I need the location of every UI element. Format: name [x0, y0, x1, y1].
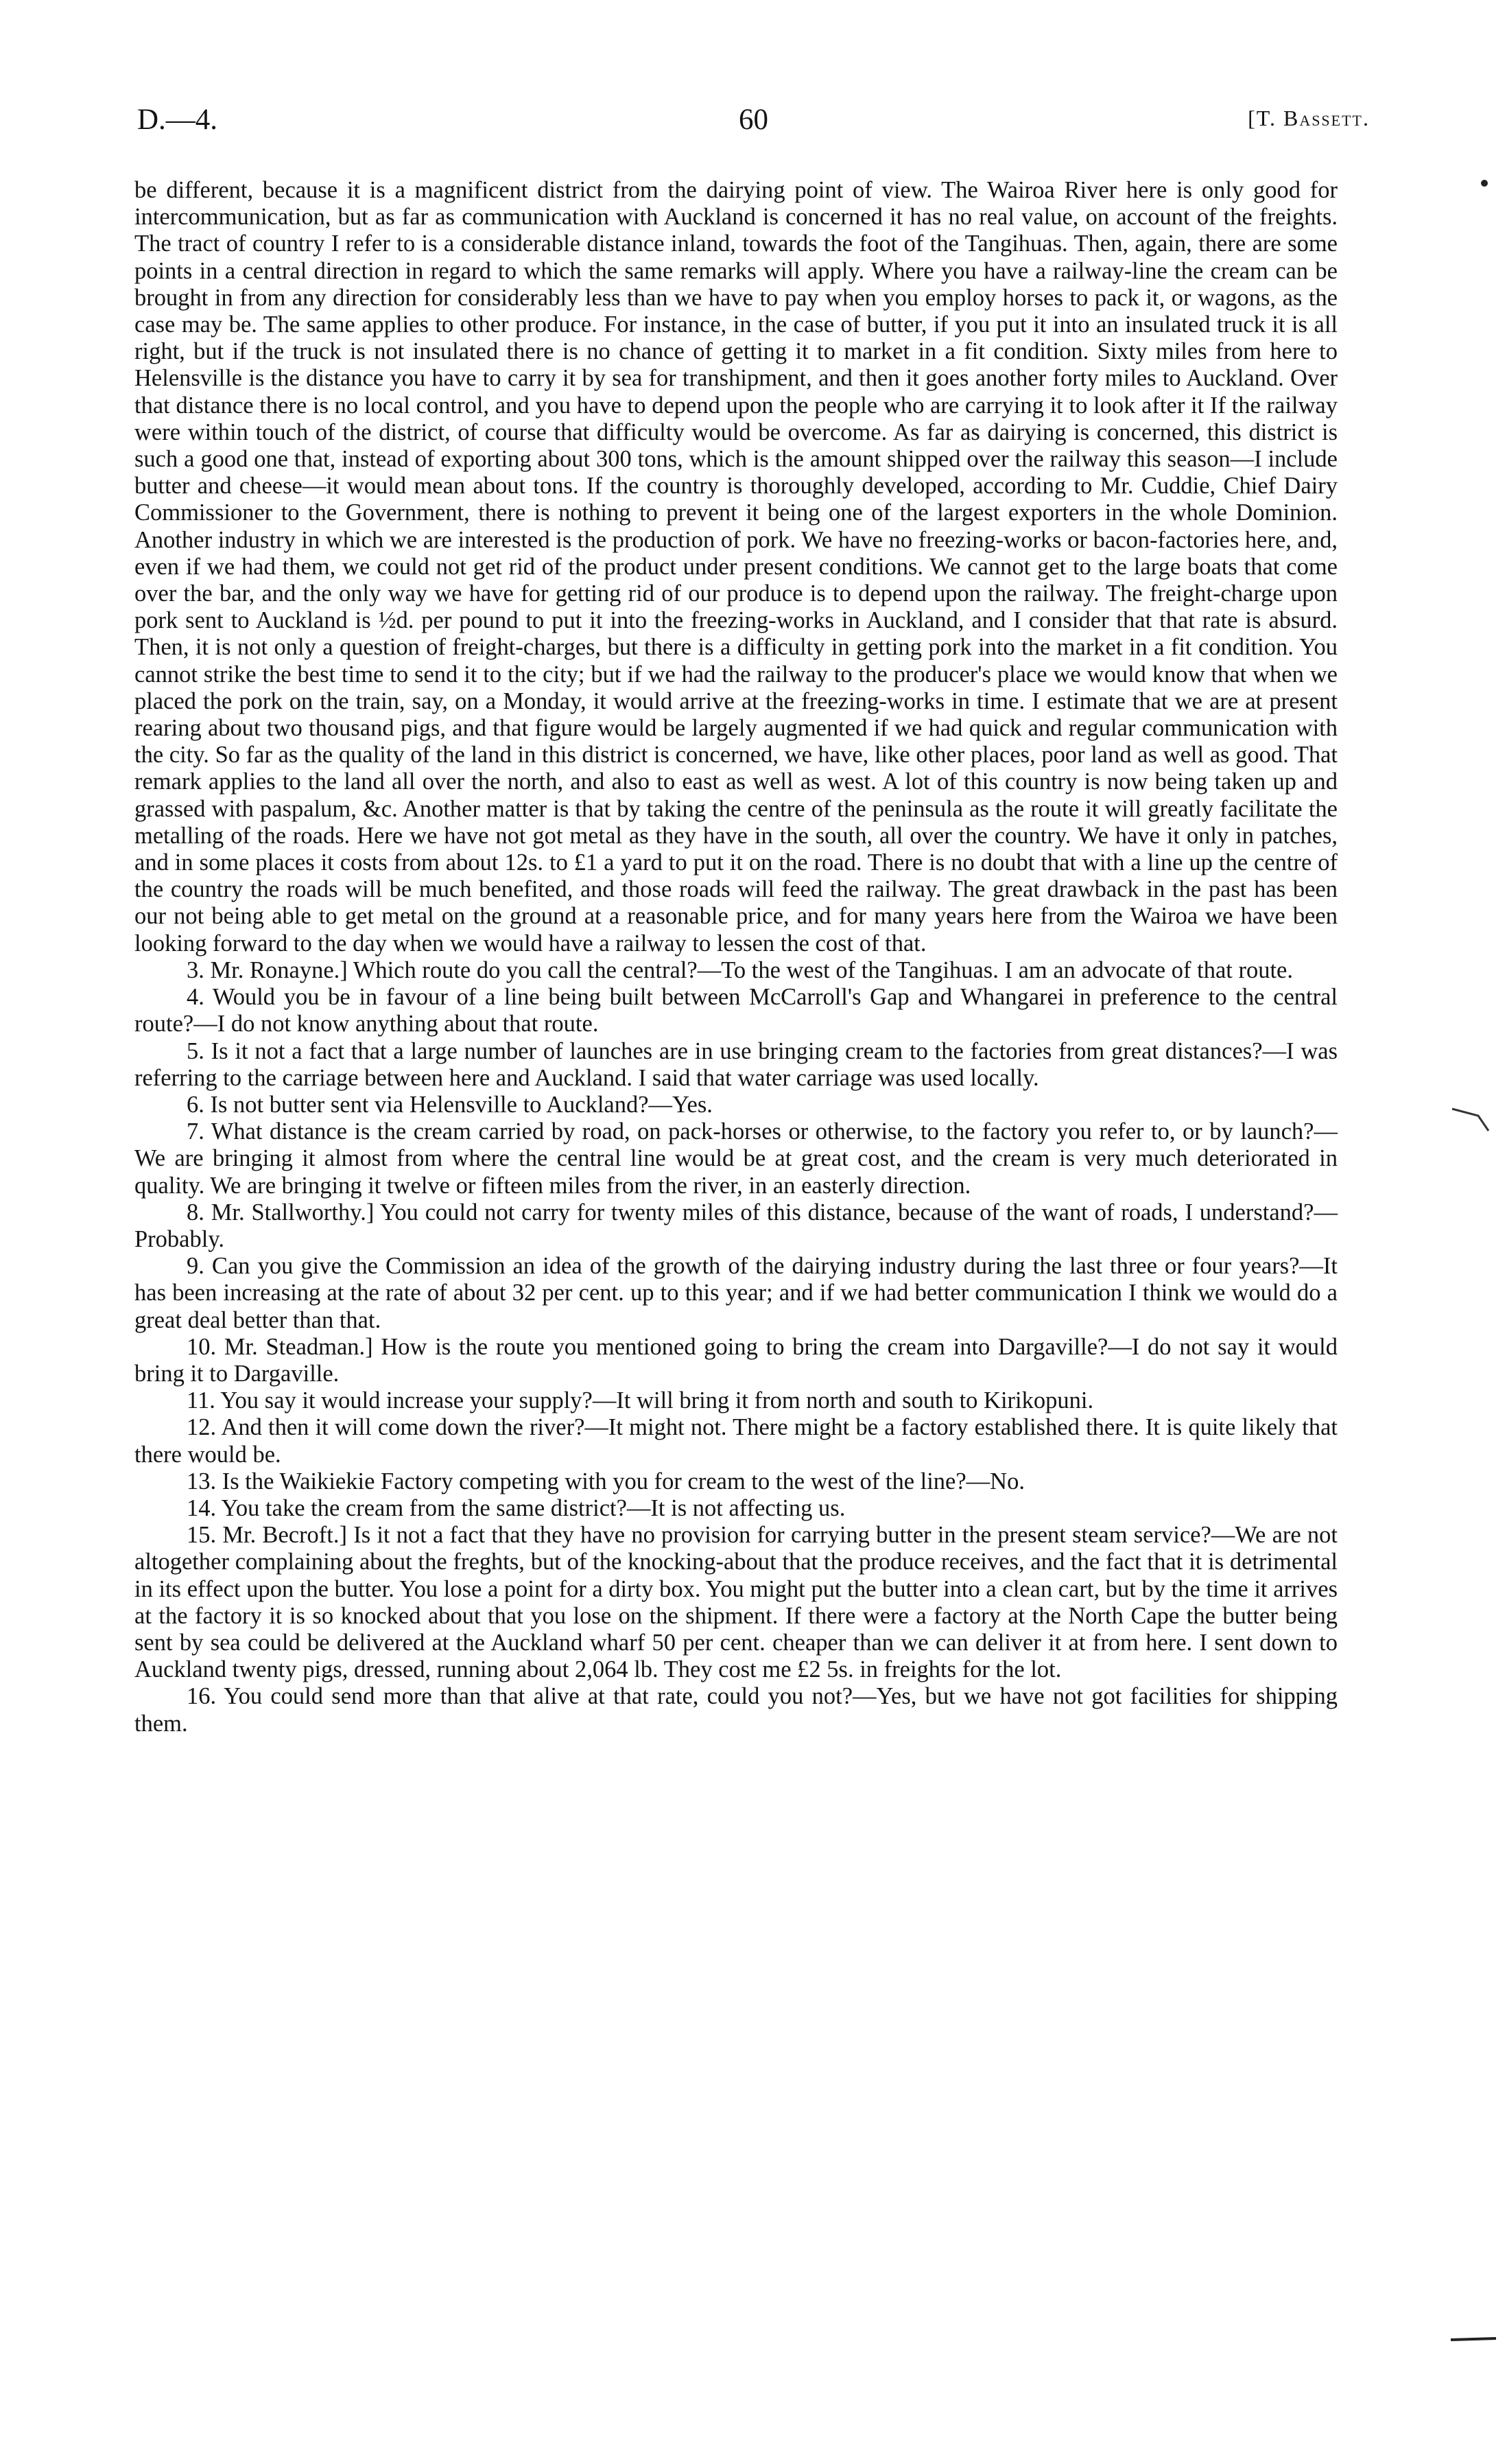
question-12: 12. And then it will come down the river?—It might not. There might be a factory established there. It is quite likely that there would be.	[134, 1414, 1338, 1468]
witness-name-text: T. Bassett.	[1256, 106, 1370, 130]
witness-bracket: [	[1248, 106, 1257, 130]
question-4: 4. Would you be in favour of a line being built between McCarroll's Gap and Whangarei in preference to the central route?—I do not know anything about that route.	[134, 984, 1338, 1037]
paragraph-continuation: be different, because it is a magnificent district from the dairying point of view. The Wairoa River here is only good for intercommunication, but as far as communication with Auckland is concerned it has no real value, on account of the freights. The tract of country I refer to is a considerable distance inland, towards the foot of the Tangihuas. Then, again, there are some points in a central direction in regard to which the same remarks will apply. Where you have a railway-line the cream can be brought in from any direction for considerably less than we have to pay when you employ horses to pack it, or wagons, as the case may be. The same applies to other produce. For instance, in the case of butter, if you put it into an insulated truck it is all right, but if the truck is not insulated there is no chance of getting it to market in a fit condition. Sixty miles from here to Helensville is the distance you have to carry it by sea for transhipment, and then it goes another forty miles to Auckland. Over that distance there is no local control, and you have to depend upon the people who are carrying it to look after it If the railway were within touch of the district, of course that difficulty would be overcome. As far as dairying is concerned, this district is such a good one that, instead of exporting about 300 tons, which is the amount shipped over the railway this season—I include butter and cheese—it would mean about tons. If the country is thoroughly developed, according to Mr. Cuddie, Chief Dairy Commissioner to the Government, there is nothing to prevent it being one of the largest exporters in the whole Dominion. Another industry in which we are interested is the production of pork. We have no freezing-works or bacon-factories here, and, even if we had them, we could not get rid of the product under present conditions. We cannot get to the large boats that come over the bar, and the only way we have for getting rid of our produce is to depend upon the railway. The freight-charge upon pork sent to Auckland is ½d. per pound to put it into the freezing-works in Auckland, and I consider that that rate is absurd. Then, it is not only a question of freight-charges, but there is a difficulty in getting pork into the market in a fit condition. You cannot strike the best time to send it to the city; but if we had the railway to the producer's place we would know that when we placed the pork on the train, say, on a Monday, it would arrive at the freezing-works in time. I estimate that we are at present rearing about two thousand pigs, and that figure would be largely augmented if we had quick and regular communication with the city. So far as the quality of the land in this district is concerned, we have, like other places, poor land as well as good. That remark applies to the land all over the north, and also to east as well as west. A lot of this country is now being taken up and grassed with paspalum, &c. Another matter is that by taking the centre of the peninsula as the route it will greatly facilitate the metalling of the roads. Here we have not got metal as they have in the south, all over the country. We have it only in patches, and in some places it costs from about 12s. to £1 a yard to put it on the road. There is no doubt that with a line up the centre of the country the roads will be much benefited, and those roads will feed the railway. The great drawback in the past has been our not being able to get metal on the ground at a reasonable price, and for many years here from the Wairoa we have been looking forward to the day when we would have a railway to lessen the cost of that.	[134, 177, 1338, 957]
question-10: 10. Mr. Steadman.] How is the route you mentioned going to bring the cream into Dargaville?—I do not say it would bring it to Dargaville.	[134, 1333, 1338, 1387]
question-5: 5. Is it not a fact that a large number of launches are in use bringing cream to the factories from great distances?—I was referring to the carriage between here and Auckland. I said that water carriage was used locally.	[134, 1037, 1338, 1091]
document-reference: D.—4.	[137, 104, 218, 136]
document-body	[134, 177, 1338, 1737]
witness-name	[1248, 106, 1370, 131]
question-15: 15. Mr. Becroft.] Is it not a fact that they have no provision for carrying butter in the present steam service?—We are not altogether complaining about the freghts, but of the knocking-about that the produce receives, and the fact that it is detrimental in its effect upon the butter. You lose a point for a dirty box. You might put the butter into a clean cart, but by the time it arrives at the factory it is so knocked about that you lose on the shipment. If there were a factory at the North Cape the butter being sent by sea could be delivered at the Auckland wharf 50 per cent. cheaper than we can deliver it at from here. I sent down to Auckland twenty pigs, dressed, running about 2,064 lb. They cost me £2 5s. in freights for the lot.	[134, 1522, 1338, 1683]
question-14: 14. You take the cream from the same district?—It is not affecting us.	[187, 1494, 846, 1521]
page-header	[137, 103, 1370, 144]
margin-dot-mark	[1481, 180, 1488, 187]
question-6: 6. Is not butter sent via Helensville to Auckland?—Yes.	[187, 1091, 713, 1118]
margin-dash-mark	[1449, 2334, 1497, 2344]
question-7: 7. What distance is the cream carried by road, on pack-horses or otherwise, to the factory you refer to, or by launch?—We are bringing it almost from where the central line would be at great cost, and the cream is very much deteriorated in quality. We are bringing it twelve or fifteen miles from the river, in an easterly direction.	[134, 1118, 1338, 1199]
question-8: 8. Mr. Stallworthy.] You could not carry for twenty miles of this distance, because of the want of roads, I understand?—Probably.	[134, 1199, 1338, 1252]
question-13: 13. Is the Waikiekie Factory competing with you for cream to the west of the line?—No.	[187, 1468, 1025, 1494]
question-9: 9. Can you give the Commission an idea of the growth of the dairying industry during the last three or four years?—It has been increasing at the rate of about 32 per cent. up to this year; and if we had better communication I think we would do a great deal better than that.	[134, 1253, 1338, 1333]
question-11: 11. You say it would increase your supply?—It will bring it from north and south to Kirikopuni.	[187, 1387, 1094, 1414]
page-number: 60	[739, 104, 768, 136]
question-3: 3. Mr. Ronayne.] Which route do you call the central?—To the west of the Tangihuas. I am an advocate of that route.	[187, 957, 1293, 983]
question-16: 16. You could send more than that alive at that rate, could you not?—Yes, but we have not got facilities for shipping them.	[134, 1683, 1338, 1737]
margin-scan-mark	[1451, 1103, 1492, 1138]
